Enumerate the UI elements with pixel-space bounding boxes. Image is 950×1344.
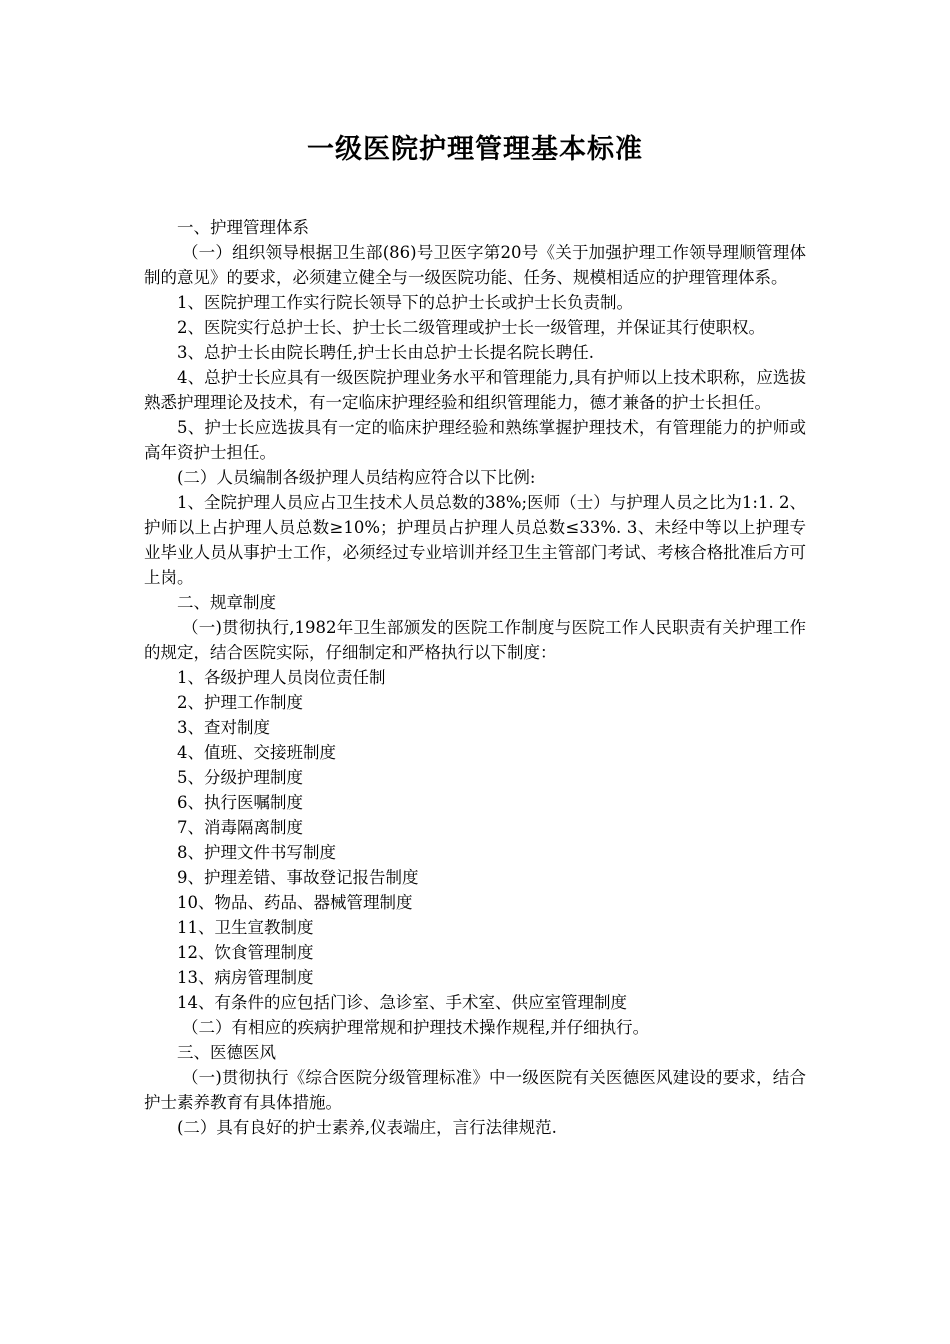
section-heading-regulations: 二、规章制度	[177, 593, 276, 612]
document-title: 一级医院护理管理基本标准	[307, 134, 643, 165]
list-item: 1、医院护理工作实行院长领导下的总护士长或护士长负责制。	[177, 293, 633, 312]
list-item: 7、消毒隔离制度	[177, 818, 303, 837]
list-item: 10、物品、药品、器械管理制度	[177, 893, 413, 912]
paragraph-regulations-implementation: （一)贯彻执行,1982年卫生部颁发的医院工作制度与医院工作人民职责有关护理工作的规定，结合医院实际，仔细制定和严格执行以下制度：	[144, 618, 806, 662]
list-item: 3、查对制度	[177, 718, 270, 737]
list-item: 2、护理工作制度	[177, 693, 303, 712]
list-item: 14、有条件的应包括门诊、急诊室、手术室、供应室管理制度	[177, 993, 627, 1012]
paragraph-organization-leadership: （一）组织领导根据卫生部(86)号卫医字第20号《关于加强护理工作领导理顺管理体制的意见》的要求，必须建立健全与一级医院功能、任务、规模相适应的护理管理体系。	[144, 243, 806, 287]
list-item: 1、各级护理人员岗位责任制	[177, 668, 386, 687]
list-item: 5、护士长应选拔具有一定的临床护理经验和熟练掌握护理技术，有管理能力的护师或高年资护士担任。	[144, 418, 806, 462]
paragraph-nurse-qualities: (二）具有良好的护士素养,仪表端庄，言行法律规范.	[177, 1118, 557, 1137]
list-item: 8、护理文件书写制度	[177, 843, 336, 862]
list-item: 13、病房管理制度	[177, 968, 314, 987]
list-item: 5、分级护理制度	[177, 768, 303, 787]
list-item: 3、总护士长由院长聘任,护士长由总护士长提名院长聘任.	[177, 343, 594, 362]
list-item: 9、护理差错、事故登记报告制度	[177, 868, 419, 887]
list-item: 4、总护士长应具有一级医院护理业务水平和管理能力,具有护师以上技术职称，应选拔熟悉护理理论及技术，有一定临床护理经验和组织管理能力，德才兼备的护士长担任。	[144, 368, 806, 412]
section-heading-management-system: 一、护理管理体系	[177, 218, 309, 237]
paragraph-ethics-implementation: （一)贯彻执行《综合医院分级管理标准》中一级医院有关医德医风建设的要求，结合护士素养教育有具体措施。	[144, 1068, 806, 1112]
section-heading-medical-ethics: 三、医德医风	[177, 1043, 276, 1062]
list-item: 12、饮食管理制度	[177, 943, 314, 962]
document-body	[144, 215, 806, 1140]
list-item: 2、医院实行总护士长、护士长二级管理或护士长一级管理，并保证其行使职权。	[177, 318, 765, 337]
list-item: 6、执行医嘱制度	[177, 793, 303, 812]
paragraph-nursing-routines: （二）有相应的疾病护理常规和护理技术操作规程,并仔细执行。	[181, 1018, 650, 1037]
list-item: 1、全院护理人员应占卫生技术人员总数的38%;医师（士）与护理人员之比为1:1. 2、护师以上占护理人员总数≥10%；护理员占护理人员总数≤33%. 3、未经中等以上护理专业毕业人员从事护士工作，必须经过专业培训并经卫生主管部门考试、考核合格批准后方可上岗。	[144, 493, 806, 587]
list-item: 11、卫生宣教制度	[177, 918, 314, 937]
list-item: 4、值班、交接班制度	[177, 743, 336, 762]
paragraph-staffing: (二）人员编制各级护理人员结构应符合以下比例:	[177, 468, 536, 487]
